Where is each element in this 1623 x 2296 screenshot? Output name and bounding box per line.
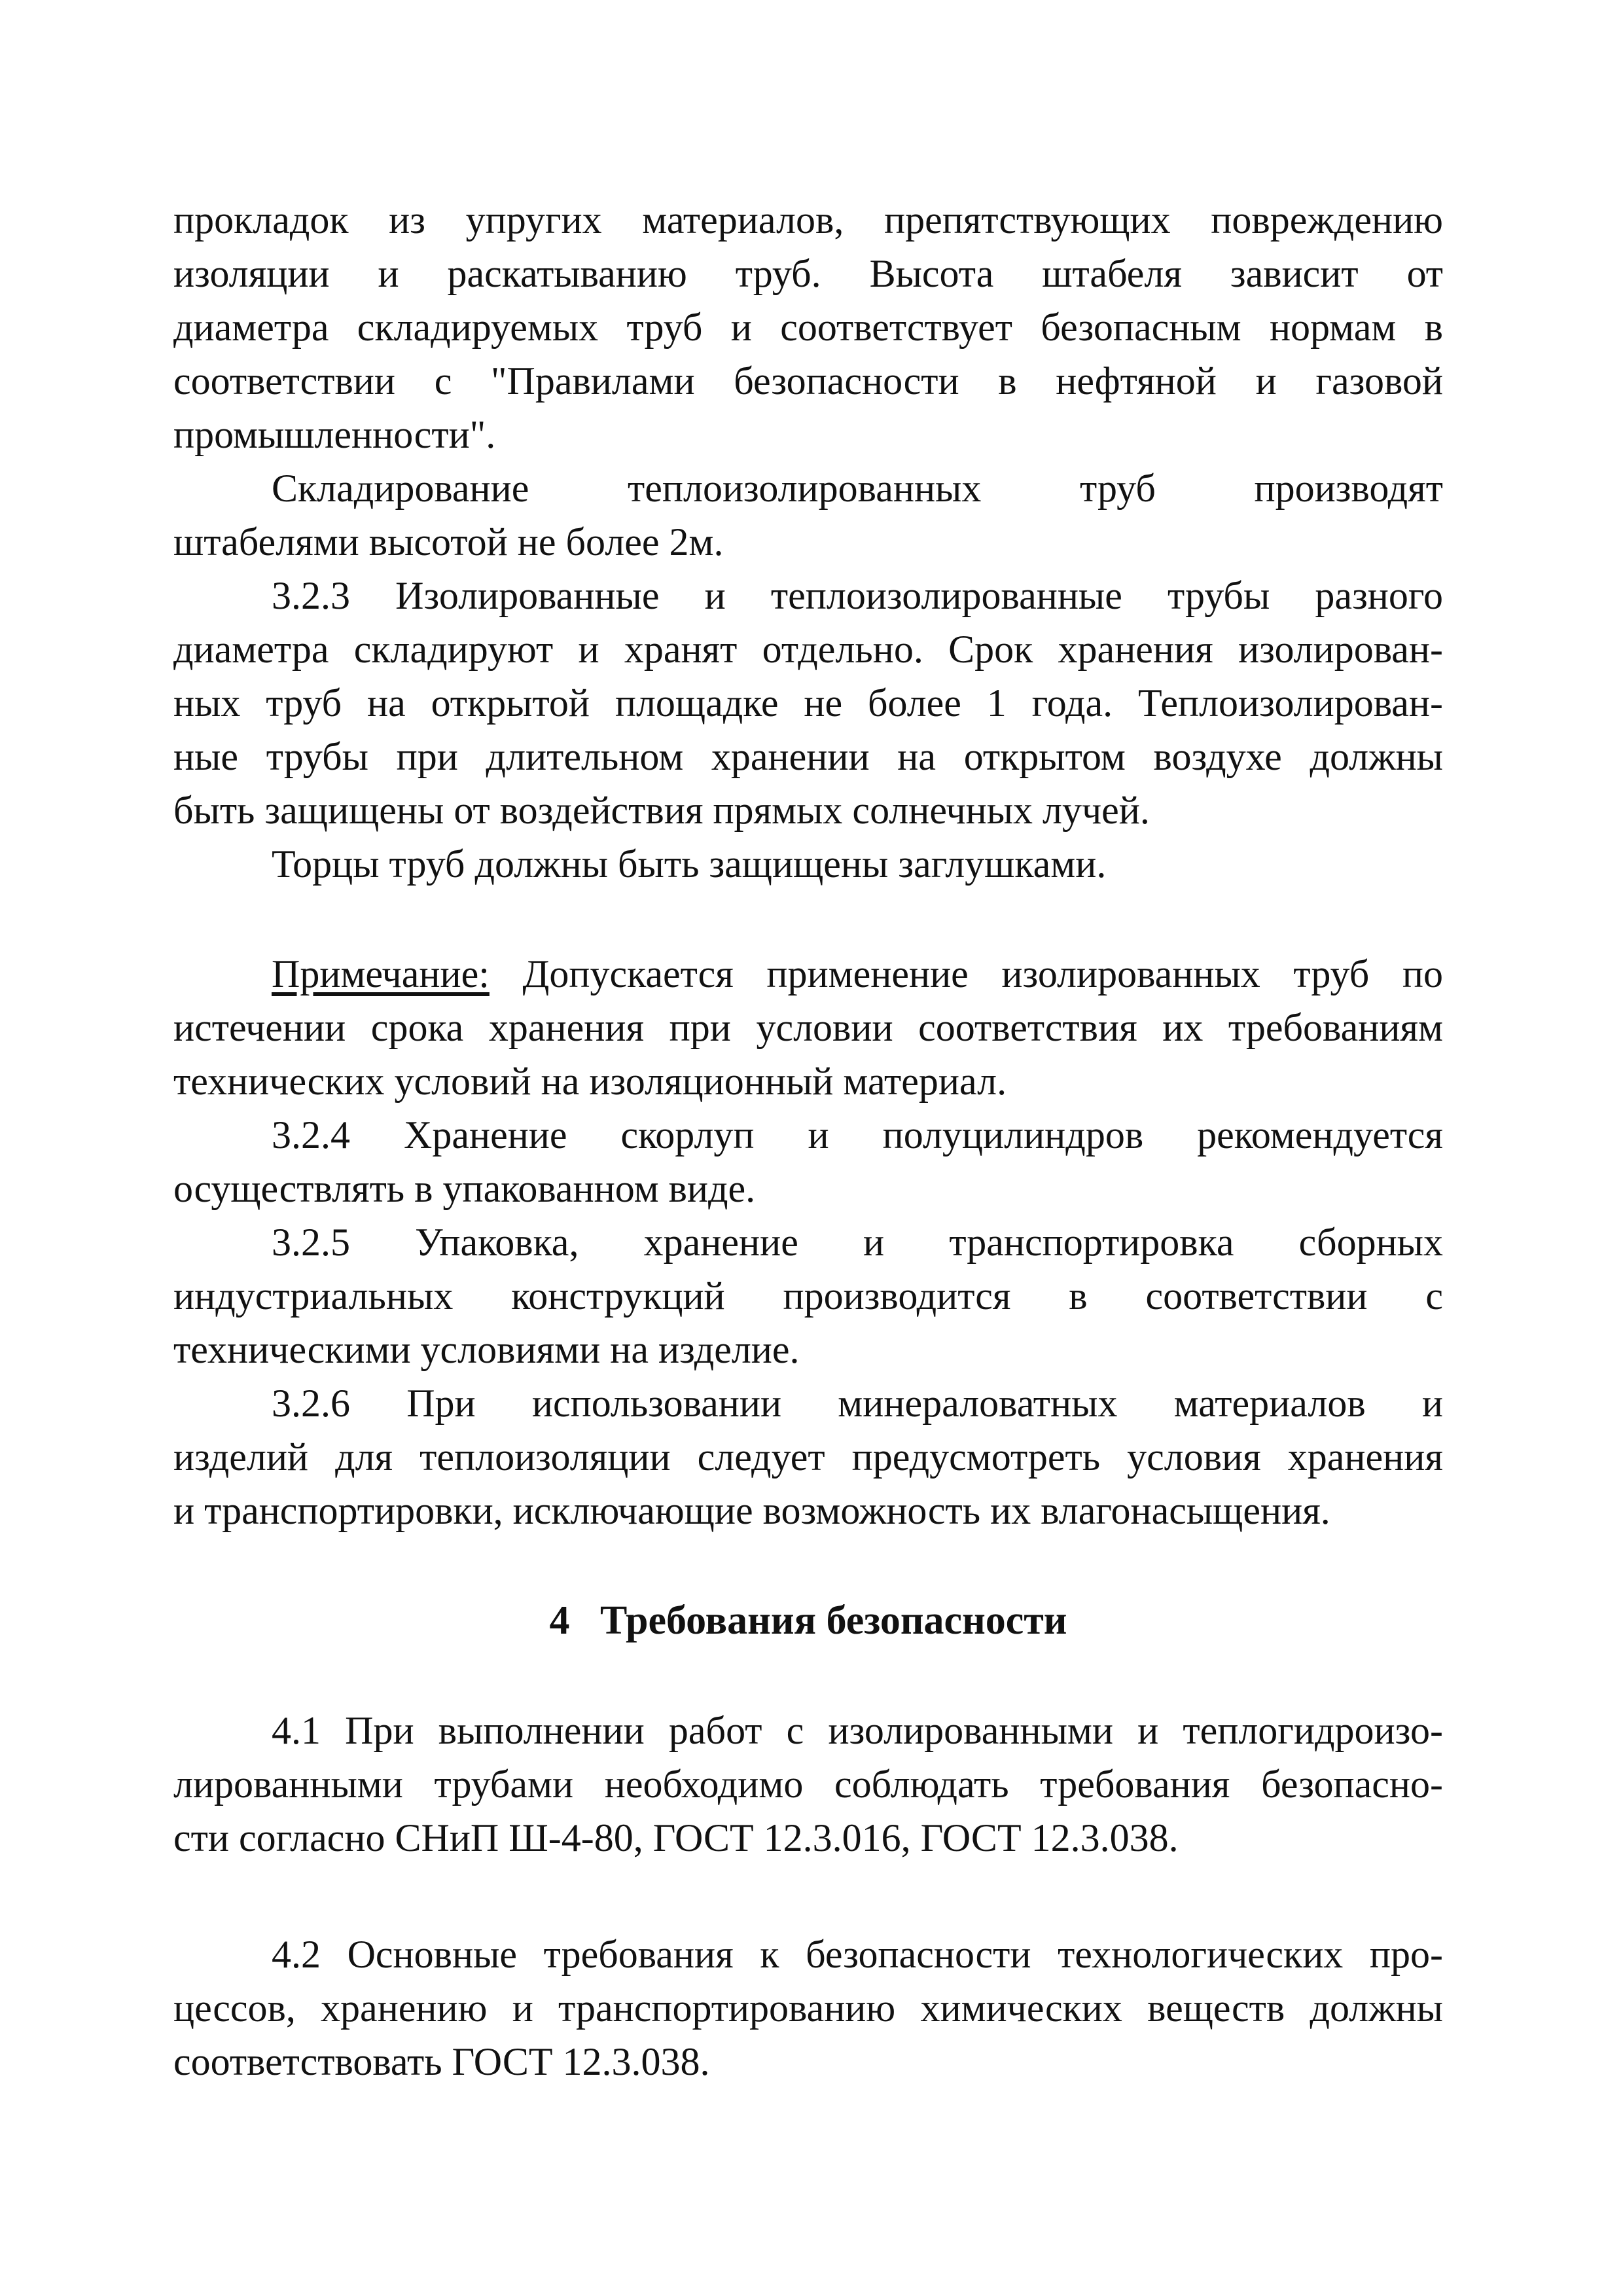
section-title: Требования безопасности bbox=[599, 1598, 1067, 1643]
note-label: Примечание: bbox=[272, 952, 490, 996]
text-line: соответствии с "Правилами безопасности в нефтяной и газовой bbox=[173, 359, 1443, 403]
paragraph-4-1 bbox=[173, 1704, 1443, 1865]
paragraph-3-2-6 bbox=[173, 1376, 1443, 1537]
text-line: 3.2.6 При использовании минераловатных материалов и bbox=[272, 1382, 1443, 1425]
note-text: Допускается применение изолированных труб по bbox=[489, 952, 1443, 996]
section-number: 4 bbox=[549, 1598, 570, 1643]
text-line: штабелями высотой не более 2м. bbox=[173, 520, 724, 564]
paragraph-insulated-storage bbox=[173, 461, 1443, 569]
text-line: 3.2.3 Изолированные и теплоизолированные трубы разного bbox=[272, 574, 1443, 617]
text-line: ных труб на открытой площадке не более 1 года. Теплоизолирован- bbox=[173, 681, 1443, 725]
spacer bbox=[173, 1865, 1443, 1928]
section-heading bbox=[173, 1594, 1443, 1647]
text-line: промышленности". bbox=[173, 413, 496, 456]
text-line: и транспортировки, исключающие возможность их влагонасыщения. bbox=[173, 1489, 1330, 1532]
text-line: изделий для теплоизоляции следует предусмотреть условия хранения bbox=[173, 1435, 1443, 1479]
text-line: осуществлять в упакованном виде. bbox=[173, 1167, 756, 1210]
text-line: лированными трубами необходимо соблюдать требования безопасно- bbox=[173, 1763, 1443, 1806]
text-line: 4.1 При выполнении работ с изолированными и теплогидроизо- bbox=[272, 1709, 1443, 1752]
text-line: диаметра складируемых труб и соответствует безопасным нормам в bbox=[173, 306, 1443, 349]
text-line: Складирование теплоизолированных труб производят bbox=[272, 467, 1443, 510]
text-line: изоляции и раскатыванию труб. Высота штабеля зависит от bbox=[173, 252, 1443, 295]
paragraph-storage-stack bbox=[173, 193, 1443, 461]
text-line: технических условий на изоляционный материал. bbox=[173, 1060, 1007, 1103]
text-line: 4.2 Основные требования к безопасности технологических про- bbox=[272, 1933, 1443, 1976]
text-line: сти согласно СНиП Ш-4-80, ГОСТ 12.3.016, ГОСТ 12.3.038. bbox=[173, 1816, 1179, 1859]
text-line: 3.2.4 Хранение скорлуп и полуцилиндров рекомендуется bbox=[272, 1113, 1443, 1157]
text-line: индустриальных конструкций производится в соответствии с bbox=[173, 1274, 1443, 1318]
text-line: техническими условиями на изделие. bbox=[173, 1328, 800, 1371]
spacer bbox=[173, 891, 1443, 947]
document-page bbox=[173, 193, 1443, 2089]
text-line: цессов, хранению и транспортированию химических веществ должны bbox=[173, 1986, 1443, 2030]
text-line: ные трубы при длительном хранении на открытом воздухе должны bbox=[173, 735, 1443, 778]
spacer bbox=[173, 1537, 1443, 1594]
text-line: истечении срока хранения при условии соответствия их требованиям bbox=[173, 1006, 1443, 1049]
text-line: 3.2.5 Упаковка, хранение и транспортировка сборных bbox=[272, 1221, 1443, 1264]
spacer bbox=[173, 1647, 1443, 1704]
text-line: диаметра складируют и хранят отдельно. Срок хранения изолирован- bbox=[173, 628, 1443, 671]
text-line: быть защищены от воздействия прямых солнечных лучей. bbox=[173, 789, 1150, 832]
paragraph-3-2-4 bbox=[173, 1108, 1443, 1215]
text-line bbox=[173, 947, 1443, 1001]
text-line: прокладок из упругих материалов, препятствующих повреждению bbox=[173, 198, 1443, 242]
text-line: Торцы труб должны быть защищены заглушками. bbox=[272, 842, 1107, 886]
paragraph-4-2 bbox=[173, 1928, 1443, 2089]
paragraph-3-2-5 bbox=[173, 1215, 1443, 1376]
note-block bbox=[173, 947, 1443, 1108]
text-line: соответствовать ГОСТ 12.3.038. bbox=[173, 2040, 710, 2083]
paragraph-end-caps bbox=[173, 837, 1443, 891]
paragraph-3-2-3 bbox=[173, 569, 1443, 837]
